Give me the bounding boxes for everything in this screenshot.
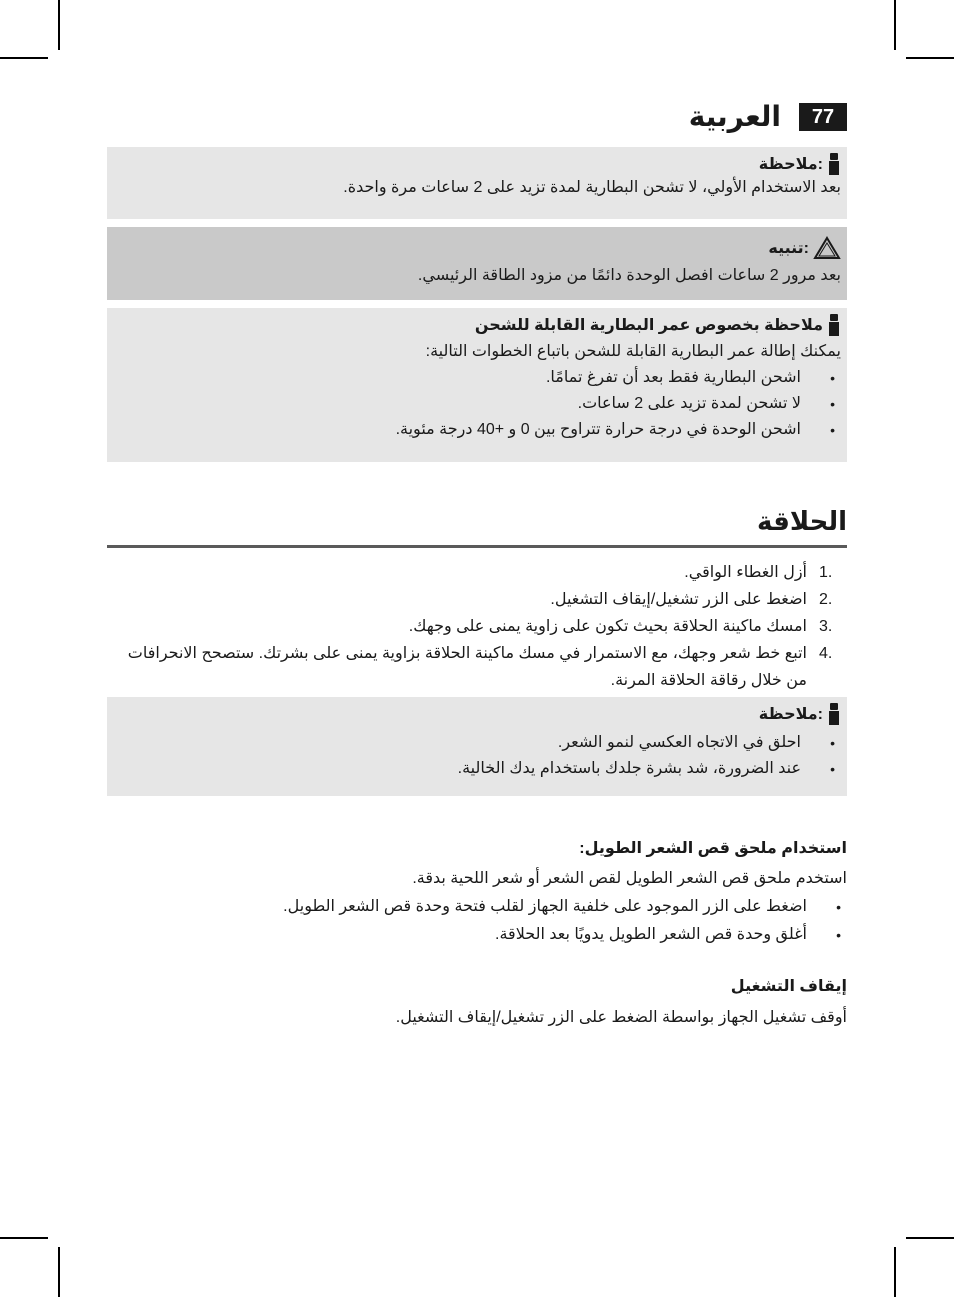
step-number: 3. [819,618,833,635]
crop-mark [906,57,954,59]
warning-icon [813,236,841,260]
info-icon [827,703,841,725]
step-item [107,613,847,640]
note-title [113,153,841,175]
battery-note-title [113,314,841,336]
crop-mark [58,0,60,50]
note-text: بعد الاستخدام الأولي، لا تشحن البطارية لمدة تزيد على 2 ساعات مرة واحدة. [343,179,841,196]
info-icon [827,314,841,336]
steps-list [107,559,847,694]
crop-mark [0,1237,48,1239]
trimmer-list [107,893,847,949]
list-item: • اشحن الوحدة في درجة حرارة تتراوح بين 0 و +40 درجة مئوية. [113,417,841,443]
warning-title-text: :تنبيه [768,240,809,257]
crop-mark [906,1237,954,1239]
crop-mark [894,1247,896,1297]
section-title-shaving: الحلاقة [757,506,847,536]
step-item [107,559,847,586]
crop-mark [894,0,896,50]
battery-note-box [107,308,847,462]
warning-title [113,233,841,263]
page-header [107,100,847,136]
trimmer-section [107,836,847,949]
power-off-text: أوقف تشغيل الجهاز بواسطة الضغط على الزر تشغيل/إيقاف التشغيل. [395,1009,847,1026]
crop-mark [58,1247,60,1297]
info-icon [827,153,841,175]
shaving-note-box [107,697,847,796]
step-number: 4. [819,645,833,662]
warning-box [107,227,847,300]
list-item: • لا تشحن لمدة تزيد على 2 ساعات. [113,391,841,417]
step-number: 1. [819,564,833,581]
step-item [107,640,847,694]
note-title-text: :ملاحظة [758,156,823,173]
note-title [113,703,841,725]
step-item [107,586,847,613]
list-item: • أغلق وحدة قص الشعر الطويل يدويًا بعد الحلاقة. [107,921,847,949]
note-title-text: :ملاحظة [758,706,823,723]
list-item: • اشحن البطارية فقط بعد أن تفرغ تمامًا. [113,365,841,391]
shaving-tips-list [113,730,841,782]
list-item: • احلق في الاتجاه العكسي لنمو الشعر. [113,730,841,756]
section-divider [107,545,847,548]
step-text: أزل الغطاء الواقي. [684,564,807,581]
step-text: اضغط على الزر تشغيل/إيقاف التشغيل. [550,591,807,608]
battery-note-intro: يمكنك إطالة عمر البطارية القابلة للشحن باتباع الخطوات التالية: [425,343,841,360]
power-off-title: إيقاف التشغيل [730,978,847,995]
battery-note-title-text: ملاحظة بخصوص عمر البطارية القابلة للشحن [474,317,823,334]
note-box [107,147,847,219]
list-item: • عند الضرورة، شد بشرة جلدك باستخدام يدك الخالية. [113,756,841,782]
step-text: امسك ماكينة الحلاقة بحيث تكون على زاوية يمنى على وجهك. [408,618,807,635]
page-number: 77 [799,103,847,131]
battery-tips-list [113,365,841,443]
list-item: • اضغط على الزر الموجود على خلفية الجهاز لقلب فتحة وحدة قص الشعر الطويل. [107,893,847,921]
crop-mark [0,57,48,59]
trimmer-title: استخدام ملحق قص الشعر الطويل: [579,840,847,857]
step-number: 2. [819,591,833,608]
warning-text: بعد مرور 2 ساعات افصل الوحدة دائمًا من مزود الطاقة الرئيسي. [417,267,841,284]
shaving-steps [107,559,847,694]
language-title: العربية [688,101,781,132]
power-off-section [107,974,847,1032]
trimmer-intro: استخدم ملحق قص الشعر الطويل لقص الشعر أو شعر اللحية بدقة. [412,870,847,887]
step-text: اتبع خط شعر وجهك، مع الاستمرار في مسك ماكينة الحلاقة بزاوية يمنى على بشرتك. ستصحح الانحرافات من خلال رقاقة الحلاقة المرنة. [127,645,807,689]
